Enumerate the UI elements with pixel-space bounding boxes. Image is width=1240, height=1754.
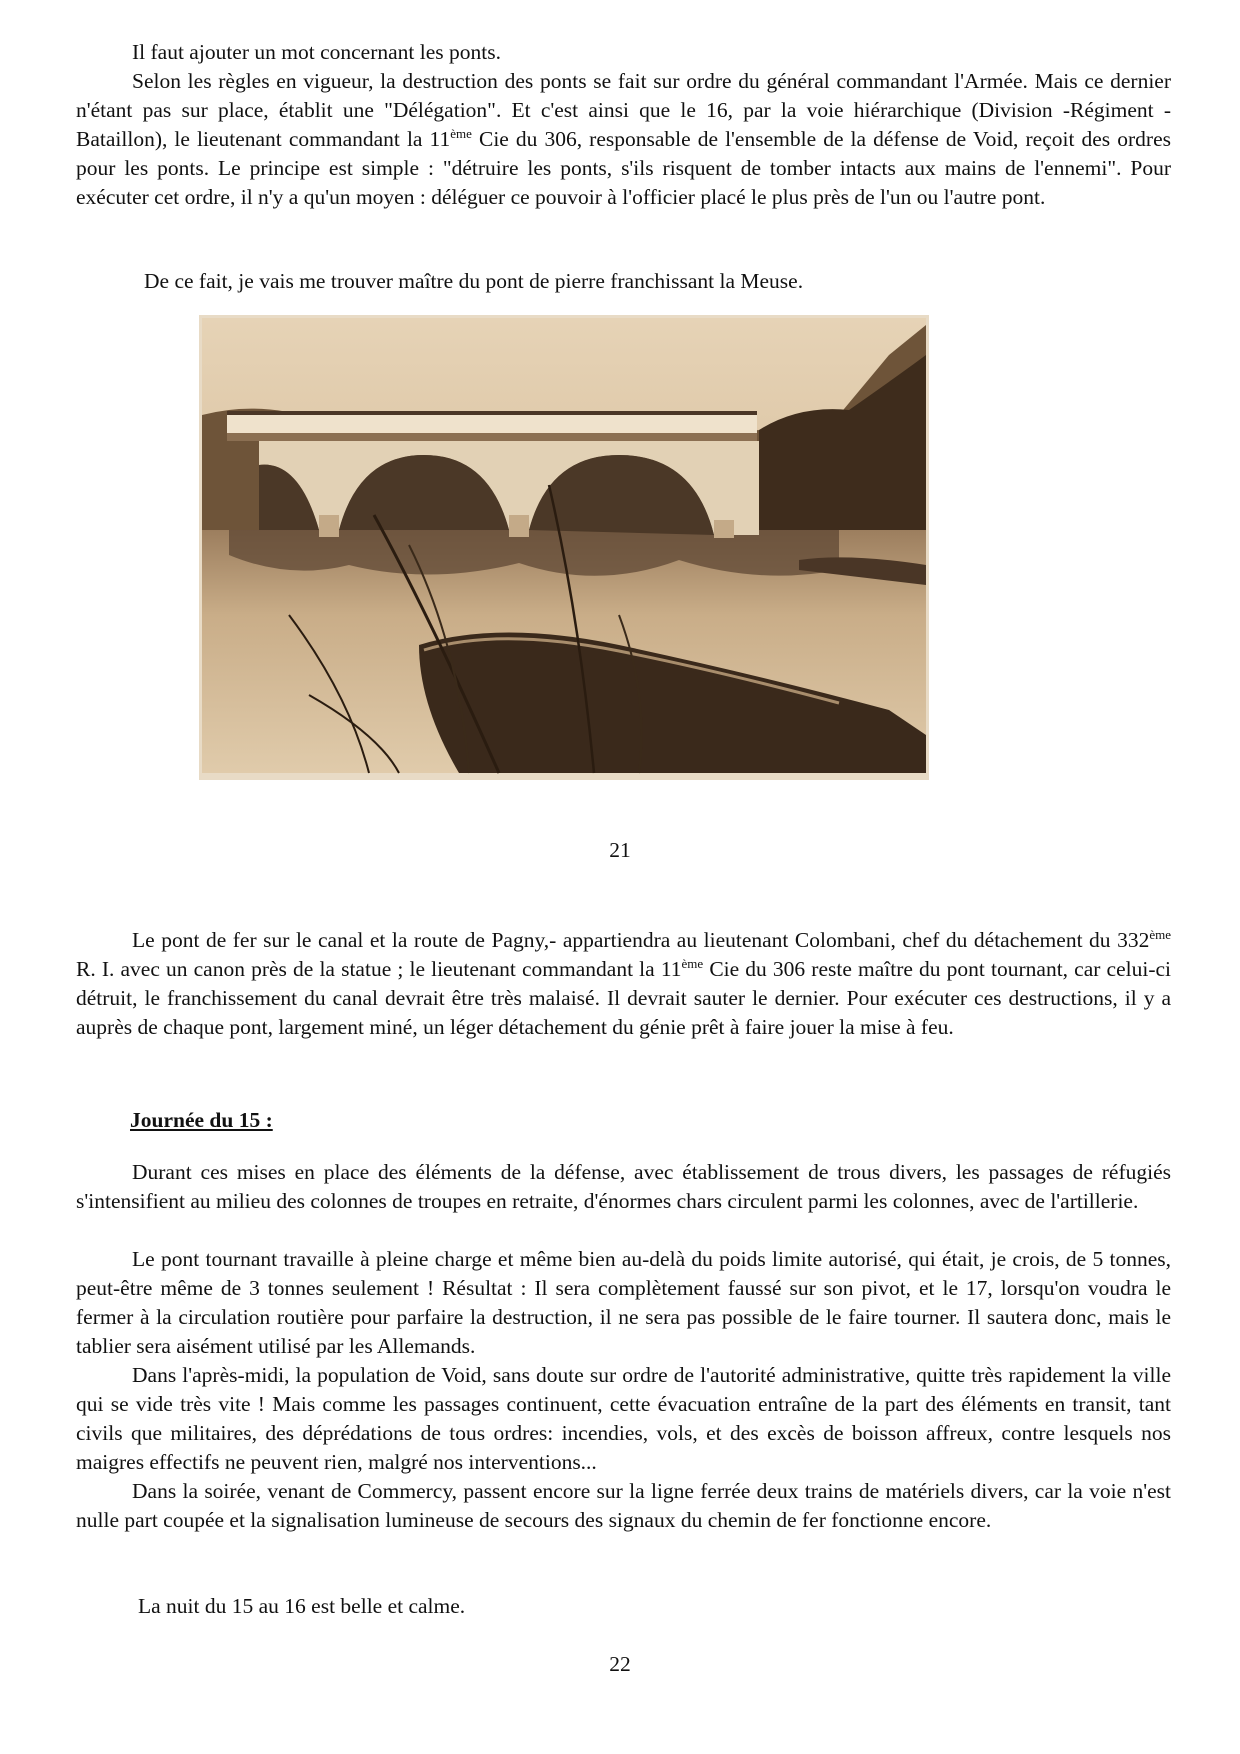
page-number-22: 22 (609, 1652, 631, 1676)
paragraph-swing-bridge: Le pont tournant travaille à pleine charge et même bien au-delà du poids limite autorisé, qui était, je crois, de 5 tonnes, peut-être même de 3 tonnes seulement ! Résultat : Il sera complètement faussé sur son pivot, et le 17, lorsqu'on voudra le fermer à la circulation routière pour parfaire la destruction, il ne sera pas possible de le faire tourner. Il sautera donc, mais le tablier sera aisément utilisé par les Allemands. (76, 1247, 1171, 1358)
paragraph-bridges-orders: Selon les règles en vigueur, la destruction des ponts se fait sur ordre du général commandant l'Armée. Mais ce dernier n'étant pas sur place, établit une "Délégation". Et c'est ainsi que le 16, par la voie hiérarchique (Division -Régiment - Bataillon), le lieutenant commandant la 11ème Cie du 306, responsable de l'ensemble de la défense de Void, reçoit des ordres pour les ponts. Le principe est simple : "détruire les ponts, s'ils risquent de tomber intacts aux mains de l'ennemi". Pour exécuter cet ordre, il n'y a qu'un moyen : déléguer ce pouvoir à l'officier placé le plus près de l'un ou l'autre pont. (76, 69, 1171, 209)
paragraph-trains: Dans la soirée, venant de Commercy, passent encore sur la ligne ferrée deux trains de matériels divers, car la voie n'est nulle part coupée et la signalisation lumineuse de secours des signaux du chemin de fer fonctionne encore. (76, 1479, 1171, 1532)
paragraph-refugees: Durant ces mises en place des éléments de la défense, avec établissement de trous divers, les passages de réfugiés s'intensifient au milieu des colonnes de troupes en retraite, d'énormes chars circulent parmi les colonnes, avec de l'artillerie. (76, 1160, 1171, 1213)
paragraph-stone-bridge: De ce fait, je vais me trouver maître du pont de pierre franchissant la Meuse. (144, 269, 804, 293)
paragraph-night: La nuit du 15 au 16 est belle et calme. (138, 1594, 466, 1618)
paragraph-evacuation: Dans l'après-midi, la population de Void, sans doute sur ordre de l'autorité administrative, quitte très rapidement la ville qui se vide très vite ! Mais comme les passages continuent, cette évacuation entraîne de la part des éléments en transit, tant civils que militaires, des déprédations de tous ordres: incendies, vols, et des excès de boisson affreux, contre lesquels nos maigres effectifs ne peuvent rien, malgré nos interventions... (76, 1363, 1171, 1474)
page-number-21: 21 (609, 838, 631, 862)
bridge-photograph (199, 315, 929, 780)
paragraph-iron-bridge: Le pont de fer sur le canal et la route de Pagny,- appartiendra au lieutenant Colombani, chef du détachement du 332ème R. I. avec un canon près de la statue ; le lieutenant commandant la 11ème Cie du 306 reste maître du pont tournant, car celui-ci détruit, le franchissement du canal devrait être très malaisé. Il devrait sauter le dernier. Pour exécuter ces destructions, il y a auprès de chaque pont, largement miné, un léger détachement du génie prêt à faire jouer la mise à feu. (76, 926, 1171, 1039)
section-heading: Journée du 15 : (130, 1108, 273, 1132)
intro-line: Il faut ajouter un mot concernant les ponts. (132, 40, 501, 64)
